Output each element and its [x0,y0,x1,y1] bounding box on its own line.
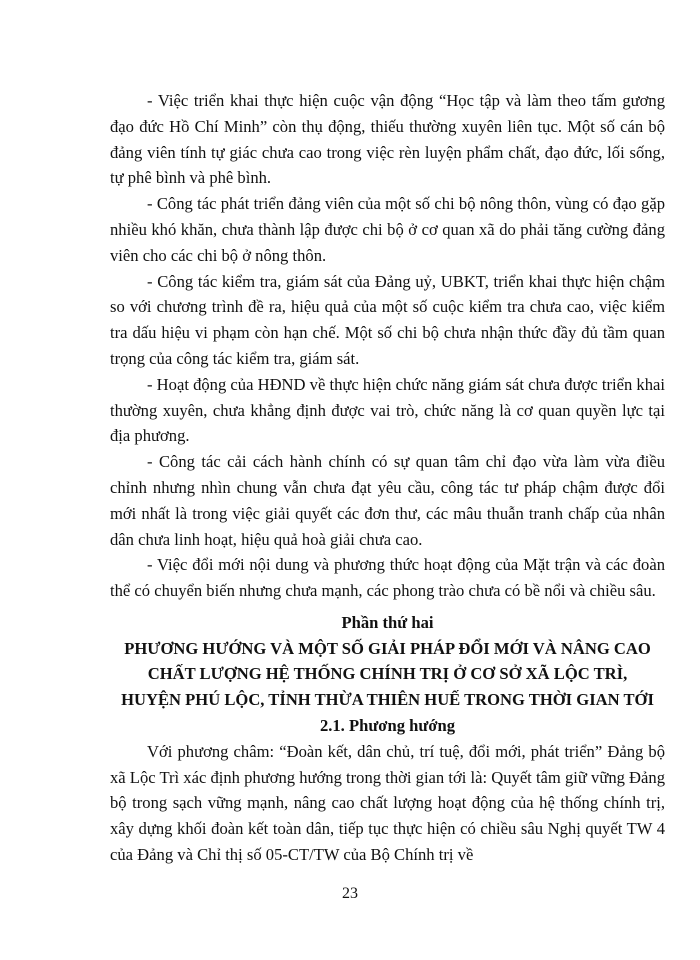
section-title: 2.1. Phương hướng [319,715,456,735]
paragraph-admin-reform: - Công tác cải cách hành chính có sự quan tâm chỉ đạo vừa làm vừa điều chỉnh nhưng nhìn chung vẫn chưa đạt yêu cầu, công tác tư pháp chậm được đổi mới nhất là trong việc giải quyết các đơn thư, các mâu thuẫn tranh chấp của nhân dân chưa linh hoạt, hiệu quả hoà giải chưa cao. [110,452,665,549]
paragraph-party-development: - Công tác phát triển đảng viên của một số chi bộ nông thôn, vùng có đạo gặp nhiều khó khăn, chưa thành lập được chi bộ ở cơ quan xã do phải tăng cường đảng viên cho các chi bộ ở nông thôn. [110,194,665,265]
paragraph-inspection: - Công tác kiểm tra, giám sát của Đảng uỷ, UBKT, triển khai thực hiện chậm so với chương trình đề ra, hiệu quả của một số cuộc kiểm tra chưa cao, việc kiểm tra dấu hiệu vi phạm còn hạn chế. Một số chi bộ chưa nhận thức đầy đủ tầm quan trọng của công tác kiểm tra, giám sát. [110,271,665,368]
chapter-heading-line-3: HUYỆN PHÚ LỘC, TỈNH THỪA THIÊN HUẾ TRONG THỜI GIAN TỚI [121,689,654,709]
chapter-heading-line-2: CHẤT LƯỢNG HỆ THỐNG CHÍNH TRỊ Ở CƠ SỞ XÃ LỘC TRÌ, [147,664,628,684]
document-page [110,88,665,868]
paragraph-direction: Với phương châm: “Đoàn kết, dân chủ, trí tuệ, đổi mới, phát triển” Đảng bộ xã Lộc Trì xác định phương hướng trong thời gian tới là: Quyết tâm giữ vững Đảng bộ trong sạch vững mạnh, nâng cao chất lượng hoạt động của hệ thống chính trị, xây dựng khối đoàn kết toàn dân, tiếp tục thực hiện có chiều sâu Nghị quyết TW 4 của Đảng và Chỉ thị số 05-CT/TW của Bộ Chính trị về [110,741,665,864]
paragraph-front-unions: - Việc đổi mới nội dung và phương thức hoạt động của Mặt trận và các đoàn thể có chuyển biến nhưng chưa mạnh, các phong trào chưa có bề nổi và chiều sâu. [110,555,665,601]
part-title: Phần thứ hai [341,612,434,632]
paragraph-people-council: - Hoạt động của HĐND về thực hiện chức năng giám sát chưa được triển khai thường xuyên, chưa khẳng định được vai trò, chức năng là cơ quan quyền lực tại địa phương. [110,374,665,446]
page-number: 23 [342,885,358,902]
chapter-heading-line-1: PHƯƠNG HƯỚNG VÀ MỘT SỐ GIẢI PHÁP ĐỔI MỚI VÀ NÂNG CAO [124,638,651,658]
paragraph-campaign: - Việc triển khai thực hiện cuộc vận động “Học tập và làm theo tấm gương đạo đức Hồ Chí Minh” còn thụ động, thiếu thường xuyên liên tục. Một số cán bộ đảng viên tính tự giác chưa cao trong việc rèn luyện phẩm chất, đạo đức, lối sống, tự phê bình và phê bình. [110,91,665,188]
